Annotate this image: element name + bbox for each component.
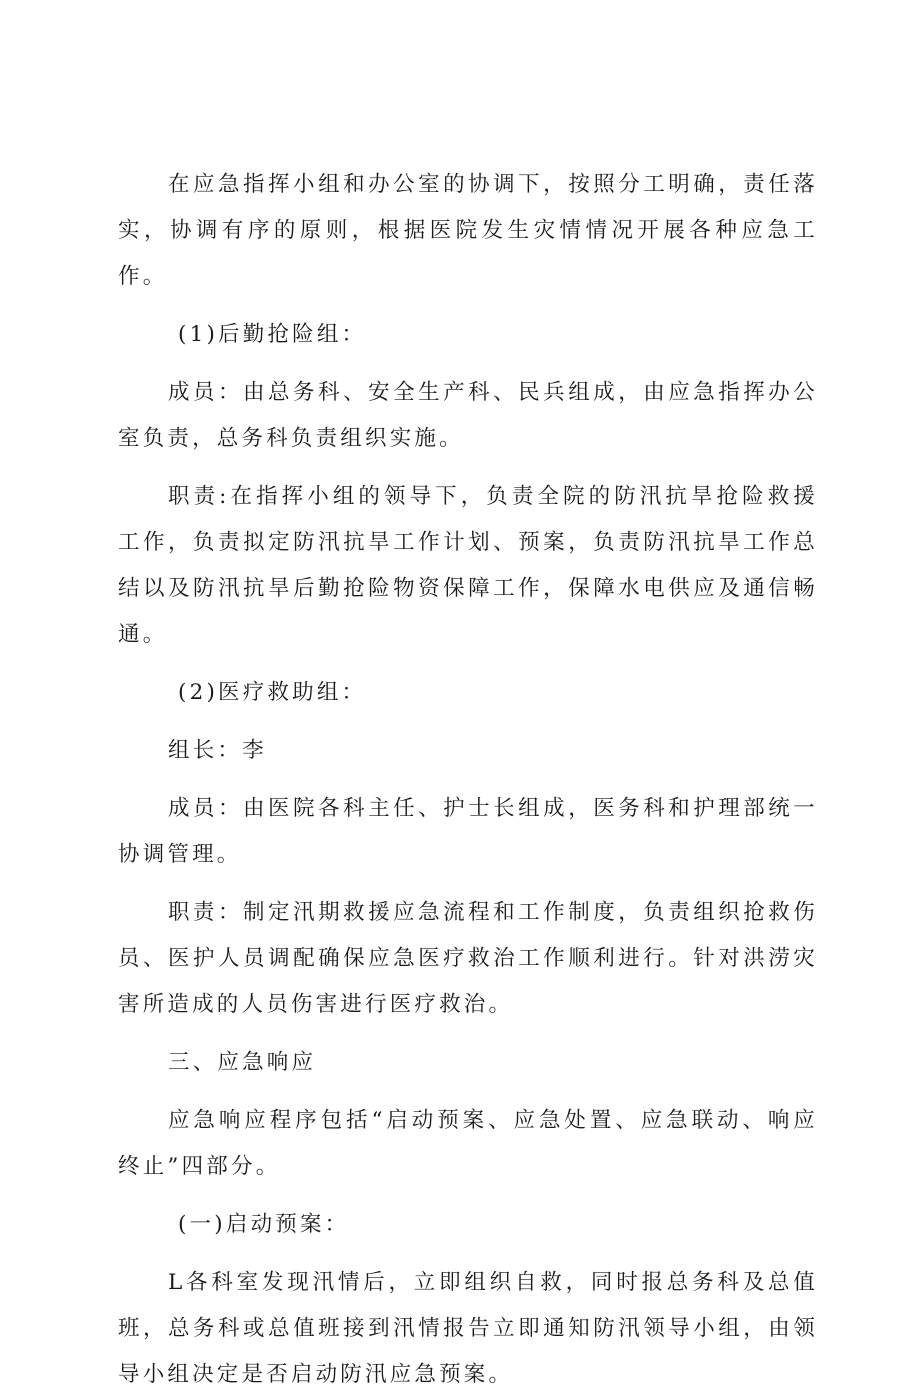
paragraph-medical-duties: 职责：制定汛期救援应急流程和工作制度，负责组织抢救伤员、医护人员调配确保应急医疗救治工作顺利进行。针对洪涝灾害所造成的人员伤害进行医疗救治。: [118, 900, 818, 1017]
paragraph-medical-leader: 组长：李: [168, 738, 267, 763]
paragraph-intro: 在应急指挥小组和办公室的协调下，按照分工明确，责任落实，协调有序的原则，根据医院发生灾情情况开展各种应急工作。: [118, 172, 818, 289]
paragraph-medical-members: 成员：由医院各科主任、护士长组成，医务科和护理部统一协调管理。: [118, 796, 818, 867]
paragraph-logistics-duties: 职责:在指挥小组的领导下，负责全院的防汛抗旱抢险救援工作，负责拟定防汛抗旱工作计划、预案，负责防汛抗旱工作总结以及防汛抗旱后勤抢险物资保障工作，保障水电供应及通信畅通。: [118, 484, 818, 647]
heading-medical-rescue-group: (2)医疗救助组：: [178, 680, 367, 705]
paragraph-logistics-members: 成员：由总务科、安全生产科、民兵组成，由应急指挥办公室负责，总务科负责组织实施。: [118, 380, 818, 451]
heading-logistics-rescue-group: (1)后勤抢险组：: [178, 322, 367, 347]
heading-emergency-response: 三、应急响应: [168, 1050, 317, 1075]
heading-activate-plan: (一)启动预案：: [178, 1212, 350, 1237]
document-body: [118, 162, 818, 1398]
paragraph-response-procedure: 应急响应程序包括“启动预案、应急处置、应急联动、响应终止”四部分。: [118, 1108, 818, 1179]
paragraph-activate-plan-item1: L各科室发现汛情后，立即组织自救，同时报总务科及总值班，总务科或总值班接到汛情报告立即通知防汛领导小组，由领导小组决定是否启动防汛应急预案。: [118, 1270, 818, 1387]
